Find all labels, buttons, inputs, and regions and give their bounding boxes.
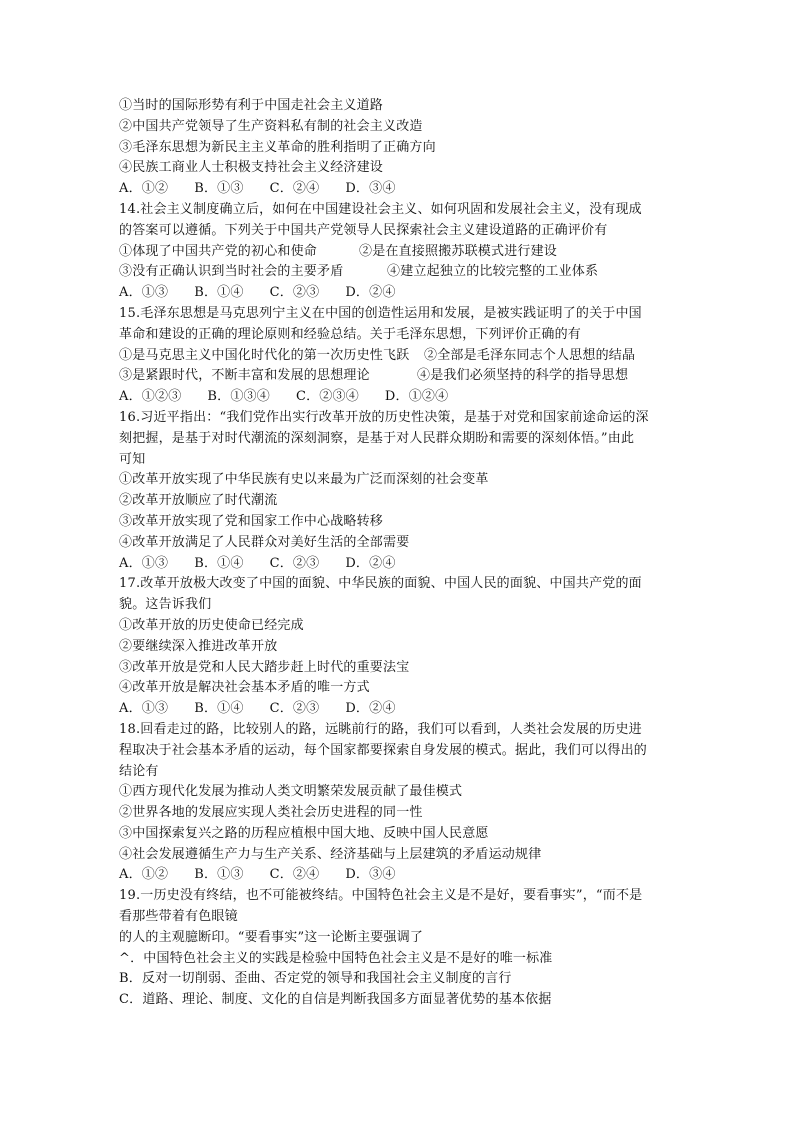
q15-option-d[interactable]: D．①②④ — [384, 389, 449, 405]
q16-options — [119, 554, 679, 575]
q17-item-3: ③改革开放是党和人民大踏步赶上时代的重要法宝 — [119, 659, 410, 675]
q14-option-c[interactable]: C．②③ — [269, 285, 320, 301]
q14-item-1: ①体现了中国共产党的初心和使命 — [119, 243, 318, 259]
q16-option-d[interactable]: D．②④ — [345, 555, 396, 571]
q14-option-b[interactable]: B．①④ — [194, 285, 244, 301]
q15-option-c[interactable]: C．②③④ — [295, 389, 359, 405]
q16-option-a[interactable]: A．①③ — [119, 555, 169, 571]
q13-item-2: ②中国共产党领导了生产资料私有制的社会主义改造 — [119, 118, 423, 134]
q16-item-4: ④改革开放满足了人民群众对美好生活的全部需要 — [119, 534, 410, 550]
q14-items-row-2 — [119, 262, 679, 283]
q18-option-d[interactable]: D．③④ — [345, 867, 396, 883]
q15-items-row-1 — [119, 346, 679, 367]
q14-item-2: ②是在直接照搬苏联模式进行建设 — [359, 243, 558, 259]
q16-option-b[interactable]: B．①④ — [194, 555, 244, 571]
q13-item-4: ④民族工商业人士积极支持社会主义经济建设 — [119, 160, 384, 176]
q17-option-a[interactable]: A．①③ — [119, 701, 169, 717]
q15-option-a[interactable]: A．①②③ — [119, 389, 182, 405]
q15-item-2: ②全部是毛泽东同志个人思想的结晶 — [424, 347, 636, 363]
q16-item-1: ①改革开放实现了中华民族有史以来最为广泛而深刻的社会变革 — [119, 472, 489, 488]
q15-options — [119, 387, 679, 408]
q16-stem-line-3: 可知 — [119, 451, 146, 467]
q16-option-c[interactable]: C．②③ — [269, 555, 320, 571]
q18-stem-line-2: 程取决于社会基本矛盾的运动，每个国家都要探索自身发展的模式。据此，我们可以得出的 — [119, 742, 648, 758]
q13-item-3: ③毛泽东思想为新民主主义革命的胜利指明了正确方向 — [119, 139, 436, 155]
q13-option-d[interactable]: D．③④ — [345, 181, 396, 197]
q15-stem-line-2: 革命和建设的正确的理论原则和经验总结。关于毛泽东思想，下列评价正确的有 — [119, 326, 582, 342]
q17-item-2: ②要继续深入推进改革开放 — [119, 638, 278, 654]
q18-item-2: ②世界各地的发展应实现人类社会历史进程的同一性 — [119, 805, 423, 821]
q17-option-d[interactable]: D．②④ — [345, 701, 396, 717]
q18-option-b[interactable]: B．①③ — [194, 867, 244, 883]
q14-item-3: ③没有正确认识到当时社会的主要矛盾 — [119, 264, 344, 280]
q13-option-b[interactable]: B．①③ — [194, 181, 244, 197]
q18-item-1: ①西方现代化发展为推动人类文明繁荣发展贡献了最佳模式 — [119, 784, 463, 800]
q16-stem-line-2: 刻把握，是基于对时代潮流的深刻洞察，是基于对人民群众期盼和需要的深刻体悟。”由此 — [119, 430, 635, 446]
q19-choice-a[interactable]: ^．中国特色社会主义的实践是检验中国特色社会主义是不是好的唯一标准 — [119, 950, 553, 966]
q17-option-c[interactable]: C．②③ — [269, 701, 320, 717]
q15-item-3: ③是紧跟时代，不断丰富和发展的思想理论 — [119, 368, 370, 384]
q18-stem-line-1: 18.回看走过的路，比较别人的路，远眺前行的路，我们可以看到，人类社会发展的历史进 — [119, 721, 642, 737]
q17-option-b[interactable]: B．①④ — [194, 701, 244, 717]
q17-item-1: ①改革开放的历史使命已经完成 — [119, 617, 304, 633]
q17-item-4: ④改革开放是解决社会基本矛盾的唯一方式 — [119, 680, 370, 696]
q14-option-d[interactable]: D．②④ — [345, 285, 396, 301]
q16-item-3: ③改革开放实现了党和国家工作中心战略转移 — [119, 513, 384, 529]
question-15 — [119, 304, 679, 408]
q14-stem-line-1: 14.社会主义制度确立后，如何在中国建设社会主义、如何巩固和发展社会主义，没有现成 — [119, 201, 642, 217]
q18-item-3: ③中国探索复兴之路的历程应植根中国大地、反映中国人民意愿 — [119, 825, 489, 841]
q19-choice-b[interactable]: B．反对一切削弱、歪曲、否定党的领导和我国社会主义制度的言行 — [119, 971, 512, 987]
q18-option-c[interactable]: C．②④ — [269, 867, 320, 883]
q16-item-2: ②改革开放顺应了时代潮流 — [119, 493, 278, 509]
q13-option-c[interactable]: C．②④ — [269, 181, 320, 197]
q13-item-1: ①当时的国际形势有利于中国走社会主义道路 — [119, 98, 384, 113]
q18-stem-line-3: 结论有 — [119, 763, 159, 779]
q14-stem-line-2: 的答案可以遵循。下列关于中国共产党领导人民探索社会主义建设道路的正确评价有 — [119, 222, 608, 238]
q17-stem-line-1: 17.改革开放极大改变了中国的面貌、中华民族的面貌、中国人民的面貌、中国共产党的面 — [119, 576, 642, 592]
question-17 — [119, 574, 679, 720]
q15-items-row-2 — [119, 366, 679, 387]
q19-stem-line-1: 19.一历史没有终结，也不可能被终结。中国特色社会主义是不是好，要看事实”，“而不是 — [119, 888, 643, 904]
question-14 — [119, 200, 679, 304]
q14-option-a[interactable]: A．①③ — [119, 285, 169, 301]
q15-item-4: ④是我们必须坚持的科学的指导思想 — [417, 368, 629, 384]
q18-options — [119, 865, 679, 886]
exam-page — [119, 96, 679, 1011]
q19-choice-c[interactable]: C．道路、理论、制度、文化的自信是判断我国多方面显著优势的基本依据 — [119, 992, 552, 1008]
q18-option-a[interactable]: A．①② — [119, 867, 169, 883]
q14-options — [119, 283, 679, 304]
question-18 — [119, 720, 679, 886]
q14-item-4: ④建立起独立的比较完整的工业体系 — [387, 264, 599, 280]
q14-items-row-1 — [119, 242, 679, 263]
q15-stem-line-1: 15.毛泽东思想是马克思列宁主义在中国的创造性运用和发展，是被实践证明了的关于中国 — [119, 305, 642, 321]
q15-option-b[interactable]: B．①③④ — [207, 389, 270, 405]
q19-stem-line-2: 看那些带着有色眼镜 — [119, 909, 238, 925]
q17-options — [119, 699, 679, 720]
question-16 — [119, 408, 679, 574]
q16-stem-line-1: 16.习近平指出：“我们党作出实行改革开放的历史性决策，是基于对党和国家前途命运的深 — [119, 409, 649, 425]
q17-stem-line-2: 貌。这告诉我们 — [119, 597, 212, 613]
q13-options — [119, 179, 679, 200]
question-19 — [119, 886, 679, 1011]
q19-stem-line-3: 的人的主观臆断印。“要看事实”这一论断主要强调了 — [119, 929, 424, 945]
question-13 — [119, 96, 679, 200]
q13-option-a[interactable]: A．①② — [119, 181, 169, 197]
q15-item-1: ①是马克思主义中国化时代化的第一次历史性飞跃 — [119, 347, 410, 363]
q18-item-4: ④社会发展遵循生产力与生产关系、经济基础与上层建筑的矛盾运动规律 — [119, 846, 542, 862]
